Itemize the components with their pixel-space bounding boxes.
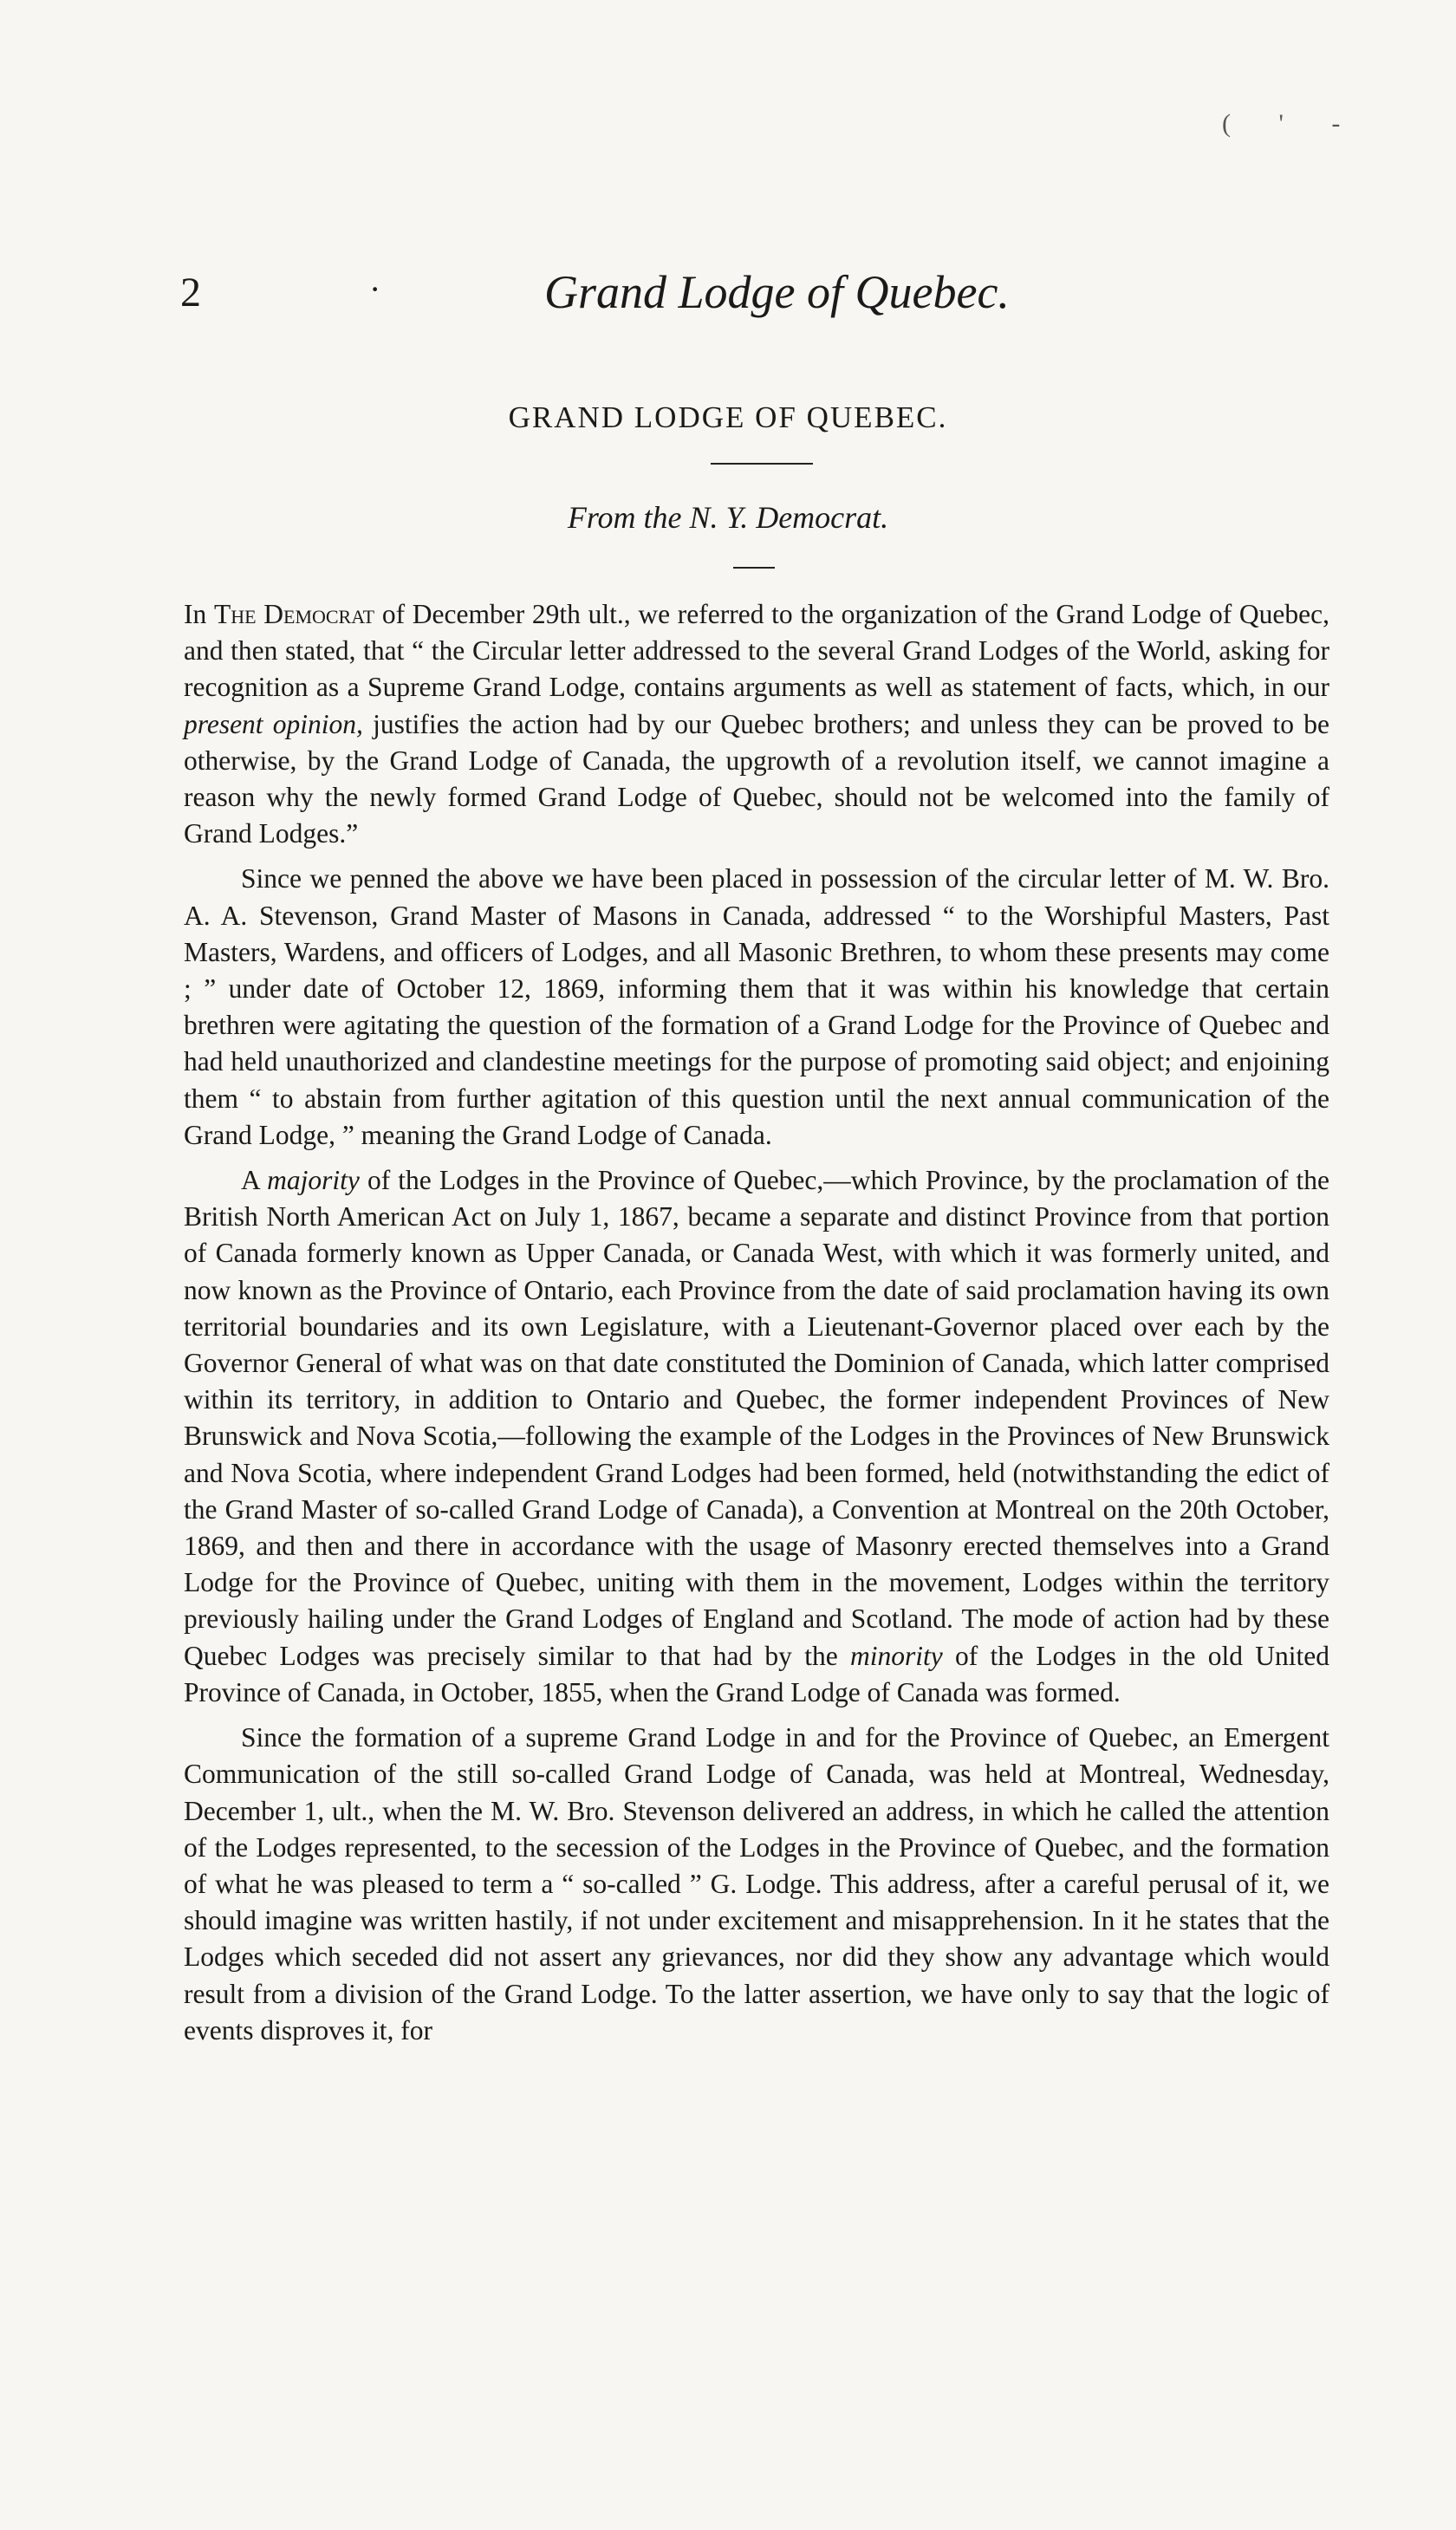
article-title: GRAND LODGE OF QUEBEC. [508,400,948,434]
article-body [184,596,1329,2058]
para-3-italic: majority [267,1165,360,1196]
paragraph-1 [184,596,1329,852]
para-1-italic: present opinion, [184,708,363,739]
para-3-italic-2: minority [849,1640,943,1671]
para-3-text: of the Lodges in the Province of Quebec,—which Province, by the proclamation of the British North American Act on July 1, 1867, became a separate and distinct Province from that portion of Canada formerly known as Upper Canada, or Canada West, with which it was formerly united, and now known as the Province of Ontario, each Province from the date of said proclamation having its own territorial boundaries and its own Legislature, with a Lieutenant-Governor placed over each by the Governor General of what was on that date constituted the Dominion of Canada, which latter comprised within its territory, in addition to Ontario and Quebec, the former independent Provinces of New Brunswick and Nova Scotia,—following the example of the Lodges in the Provinces of New Brunswick and Nova Scotia, where independent Grand Lodges had been formed, held (notwithstanding the edict of the Grand Master of so-called Grand Lodge of Canada), a Convention at Montreal on the 20th October, 1869, and then and there in accordance with the usage of Masonry erected themselves into a Grand Lodge for the Province of Quebec, uniting with them in the movement, Lodges within the territory previously hailing under the Grand Lodges of England and Scotland. The mode of action had by these Quebec Lodges was precisely similar to that had by the [184,1165,1329,1671]
head-dot: · [369,270,381,309]
paragraph-2 [184,861,1329,1154]
running-head [180,260,1333,329]
para-1-tail: justifies the action had by our Quebec brothers; and unless they can be proved to be otherwise, by the Grand Lodge of Canada, the upgrowth of a revolution itself, we cannot imagine a reason why the newly formed Grand Lodge of Quebec, should not be welcomed into the family of Grand Lodges.” [184,708,1329,849]
para-2-text: Since we penned the above we have been placed in possession of the circular letter of M. W. Bro. A. A. Stevenson, Grand Master of Masons in Canada, addressed “ to the Worshipful Masters, Past Masters, Wardens, and officers of Lodges, and all Masonic Brethren, to whom these presents may come ; ” under date of October 12, 1869, informing them that it was within his knowledge that certain brethren were agitating the question of the formation of a Grand Lodge for the Province of Quebec and had held unauthorized and clandestine meetings for the purpose of promoting said object; and enjoining them “ to abstain from further agitation of this question until the next annual communication of the Grand Lodge, ” meaning the Grand Lodge of Canada. [184,863,1329,1150]
source-rule [733,567,775,569]
para-4-text: Since the formation of a supreme Grand Lodge in and for the Province of Quebec, an Emergent Communication of the still so-called Grand Lodge of Canada, was held at Montreal, Wednesday, December 1, ult., when the M. W. Bro. Stevenson delivered an address, in which he called the attention of the Lodges represented, to the secession of the Lodges in the Province of Quebec, and the formation of what he was pleased to term a “ so-called ” G. Lodge. This address, after a careful perusal of it, we should imagine was written hastily, if not under excitement and misapprehension. In it he states that the Lodges which seceded did not assert any grievances, nor did they show any advantage which would result from a division of the Grand Lodge. To the latter assertion, we have only to say that the logic of events disproves it, for [184,1722,1329,2045]
source-line: From the N. Y. Democrat. [567,500,889,535]
page-number: 2 [180,270,201,315]
title-rule [711,463,813,465]
paragraph-4 [184,1720,1329,2049]
paragraph-3 [184,1162,1329,1711]
para-1-text: of December 29th ult., we referred to the organization of the Grand Lodge of Quebec, and then stated, that “ the Circular letter addressed to the several Grand Lodges of the World, asking for recognition as a Supreme Grand Lodge, contains arguments as well as statement of facts, which, in our [184,599,1329,703]
para-3-lead: A [241,1165,268,1196]
running-title: Grand Lodge of Quebec. [544,266,1010,318]
para-1-lead: In [184,599,214,629]
para-3-tail: of the Lodges in the old United Province of Canada, in October, 1855, when the Grand Lodge of Canada was formed. [184,1640,1329,1707]
newspaper-name: The Democrat [213,599,375,629]
corner-mark: ( ' - [1222,109,1362,138]
